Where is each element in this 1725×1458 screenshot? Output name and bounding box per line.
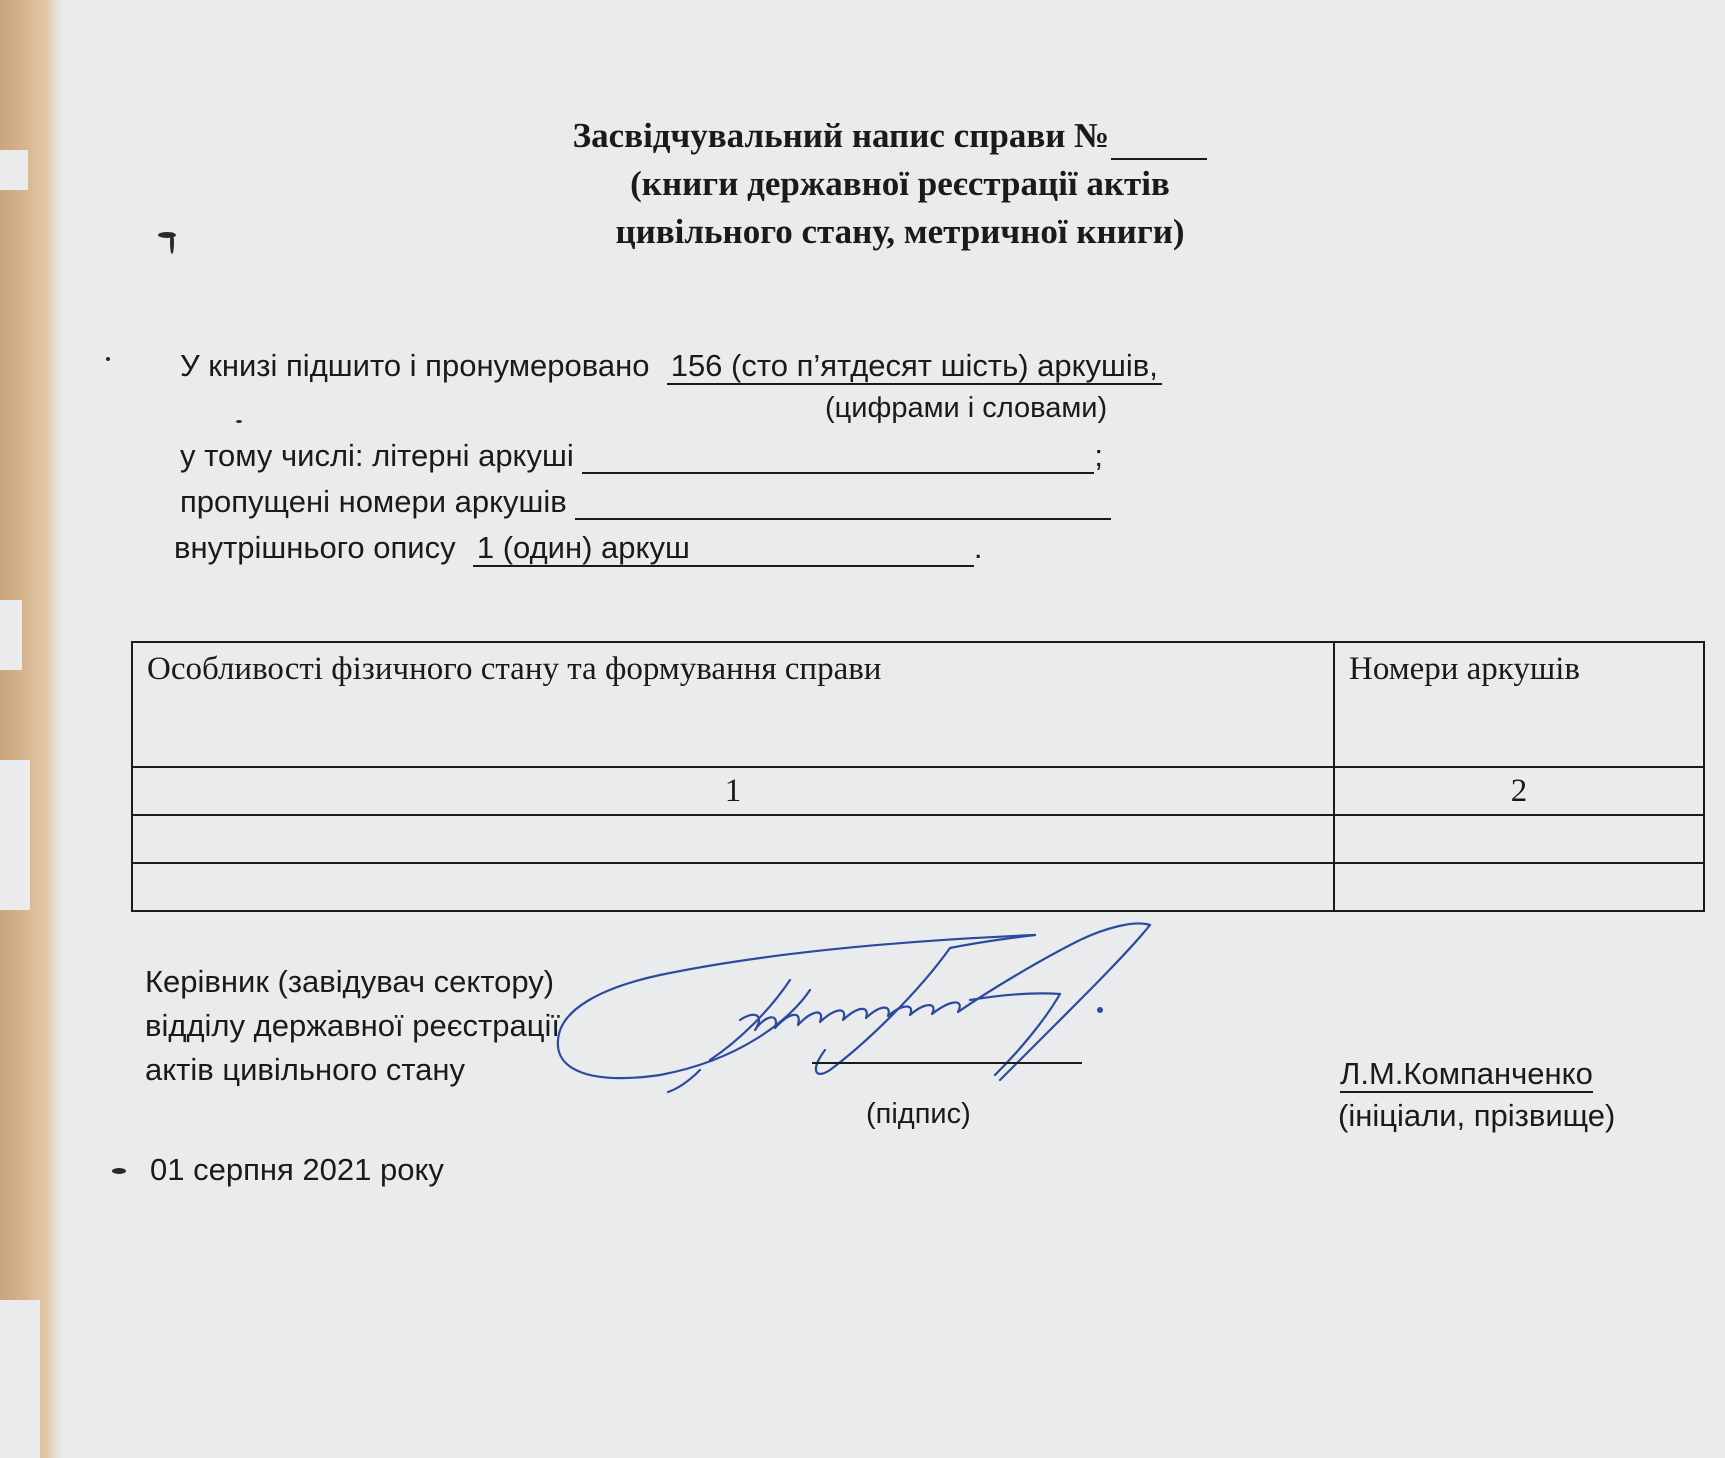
- sheets-count-caption: (цифрами і словами): [825, 392, 1108, 424]
- letter-sheets-end: ;: [1094, 438, 1103, 473]
- signature-line: [812, 1060, 1082, 1064]
- official-name: [1340, 1052, 1593, 1096]
- signature-caption: (підпис): [866, 1098, 971, 1130]
- inner-inventory-label: внутрішнього опису: [174, 530, 456, 565]
- letter-sheets-label: у тому числі: літерні аркуші: [180, 438, 574, 473]
- ink-mark: [106, 357, 110, 361]
- edge-patch: [0, 600, 22, 670]
- table-cell: [1334, 863, 1704, 911]
- inner-inventory-blank: [694, 535, 974, 567]
- letter-sheets-line: [180, 438, 1103, 474]
- title-line-3: цивільного стану, метричної книги): [615, 212, 1185, 251]
- torn-paper-edge: [0, 0, 62, 1458]
- edge-patch: [0, 150, 28, 190]
- table-cell: [1334, 815, 1704, 863]
- condition-table: [131, 641, 1705, 912]
- sheets-count-line: [180, 348, 1162, 384]
- ink-mark: [112, 1168, 126, 1174]
- title-line-2: (книги державної реєстрації актів: [630, 164, 1170, 203]
- letter-sheets-blank: [582, 442, 1094, 474]
- position-title: [145, 960, 560, 1092]
- name-caption: (ініціали, прізвище): [1338, 1098, 1616, 1133]
- table-numbering-row: [132, 767, 1704, 815]
- case-number-blank: [1111, 126, 1207, 160]
- table-cell: [132, 815, 1334, 863]
- table-header-sheet-numbers: Номери аркушів: [1334, 642, 1704, 767]
- missing-numbers-label: пропущені номери аркушів: [180, 484, 567, 519]
- table-cell: [132, 863, 1334, 911]
- ink-mark: [236, 420, 242, 423]
- title-text: Засвідчувальний напис справи №: [572, 116, 1110, 155]
- position-line: актів цивільного стану: [145, 1052, 466, 1087]
- official-name-text: Л.М.Компанченко: [1340, 1056, 1593, 1091]
- document-date: 01 серпня 2021 року: [150, 1152, 444, 1187]
- ink-mark: [170, 232, 174, 254]
- sheets-count-value: 156 (сто п’ятдесят шість) аркушів,: [667, 348, 1162, 385]
- sheets-count-label: У книзі підшито і пронумеровано: [180, 348, 650, 383]
- title-line-1: [500, 112, 1280, 160]
- position-line: відділу державної реєстрації: [145, 1008, 560, 1043]
- table-row: [132, 863, 1704, 911]
- position-line: Керівник (завідувач сектору): [145, 964, 555, 999]
- table-row: [132, 815, 1704, 863]
- inner-inventory-end: .: [973, 530, 983, 565]
- edge-patch: [0, 760, 30, 910]
- document-title: [520, 112, 1280, 256]
- table-header-row: [132, 642, 1704, 767]
- table-column-number: 2: [1334, 767, 1704, 815]
- edge-patch: [0, 1300, 40, 1458]
- inner-inventory-line: [174, 530, 982, 567]
- table-column-number: 1: [132, 767, 1334, 815]
- inner-inventory-value: 1 (один) аркуш: [473, 530, 694, 567]
- missing-numbers-line: [180, 484, 1111, 520]
- missing-numbers-blank: [575, 488, 1111, 520]
- table-header-condition: Особливості фізичного стану та формування справи: [132, 642, 1334, 767]
